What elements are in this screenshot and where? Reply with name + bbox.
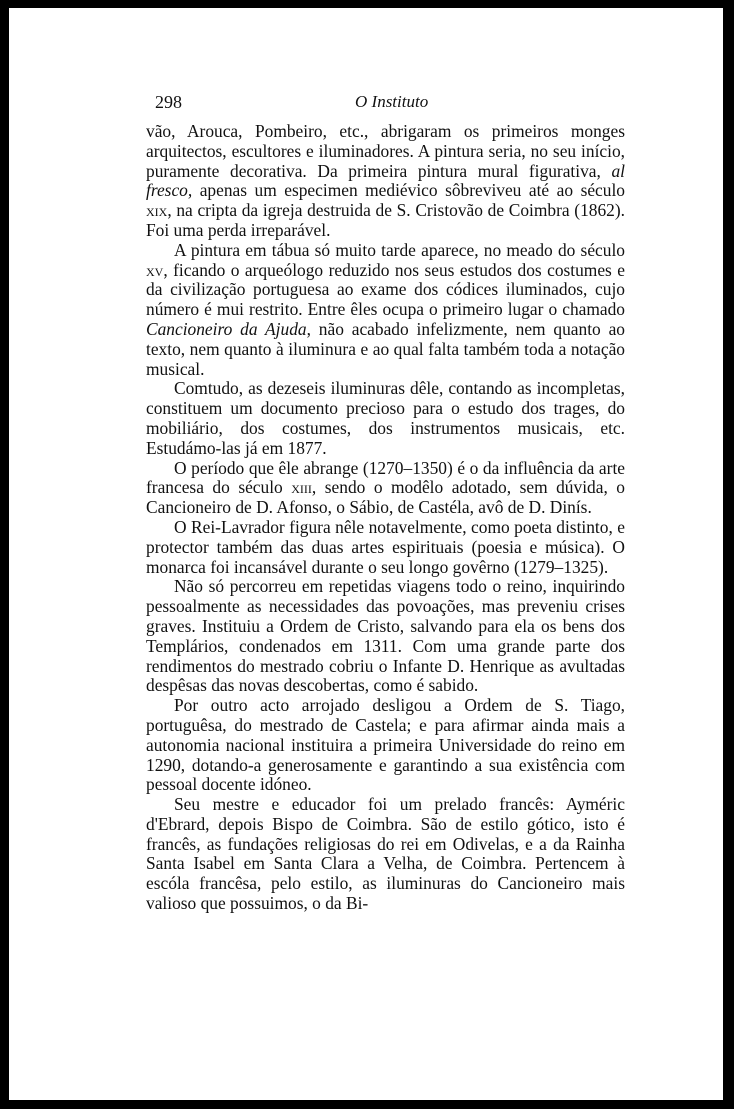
text-run: apenas um especimen mediévico sôbreviveu até ao século (192, 180, 625, 201)
smallcaps-text: xiii (291, 477, 312, 498)
text-run: , na cripta da igreja destruida de S. Cristovão de Coimbra (1862). Foi uma perda irreparável. (146, 200, 625, 240)
smallcaps-text: xv (146, 259, 164, 280)
smallcaps-text: xix (146, 200, 168, 221)
text-run: , sendo o modêlo adotado, sem dúvida, o Cancioneiro de D. Afonso, o Sábio, de Castéla, avô de D. Dinís. (146, 477, 625, 518)
paragraph (146, 577, 625, 696)
text-run: Seu mestre e educador foi um prelado francês: Ayméric d'Ebrard, depois Bispo de Coimbra. São de estilo gótico, isto é francês, as fundações religiosas do rei em Odivelas, e a da Rainha Santa Isabel em Santa Clara a Velha, de Coimbra. Pertencem à escóla francêsa, pelo estilo, as iluminuras do Cancioneiro mais valioso que possuimos, o da Bi- (146, 794, 625, 914)
paragraph (146, 795, 625, 914)
running-title: O Instituto (355, 92, 429, 111)
text-run: , ficando o arqueólogo reduzido nos seus estudos dos costumes e da civilização portuguesa ao exame dos códices iluminados, cujo número é mui restrito. Entre êles ocupa o primeiro lugar o chamado (146, 259, 625, 320)
text-run: vão, Arouca, Pombeiro, etc., abrigaram os primeiros monges arquitectos, escultores e iluminadores. A pintura seria, no seu início, puramente decorativa. Da primeira pintura mural figurativa, (146, 121, 625, 181)
text-run: Por outro acto arrojado desligou a Ordem de S. Tiago, portuguêsa, do mestrado de Castela; e para afirmar ainda mais a autonomia nacional instituira a primeira Universidade do reino em 1290, dotando-a generosamente e garantindo a sua existência com pessoal docente idóneo. (146, 695, 625, 795)
italic-text: Cancioneiro da Ajuda (146, 318, 307, 339)
text-run: O Rei-Lavrador figura nêle notavelmente, como poeta distinto, e protector também das duas artes espirituais (poesia e música). O monarca foi incansável durante o seu longo govêrno (1279–1325). (146, 516, 625, 577)
text-run: O período que êle abrange (1270–1350) é o da influência da arte francesa do século (146, 457, 625, 498)
text-run: , não acabado infelizmente, nem quanto ao texto, nem quanto à iluminura e ao qual falta também toda a notação musical. (146, 318, 625, 379)
body-text (146, 122, 625, 914)
text-run: A pintura em tábua só muito tarde aparece, no meado do século (174, 239, 625, 260)
text-run: Comtudo, as dezeseis iluminuras dêle, contando as incompletas, constituem um documento precioso para o estudo dos trages, do mobiliário, dos costumes, dos instrumentos musicais, etc. Estudámo-las já em 1877. (146, 378, 625, 458)
italic-text: al fresco, (146, 160, 625, 201)
paragraph (146, 696, 625, 795)
paragraph (146, 122, 625, 241)
page-number: 298 (155, 92, 182, 112)
paragraph (146, 379, 625, 458)
paragraph (146, 241, 625, 380)
paragraph (146, 459, 625, 518)
text-run: Não só percorreu em repetidas viagens todo o reino, inquirindo pessoalmente as necessidades das povoações, mas preveniu crises graves. Instituiu a Ordem de Cristo, salvando para ela os bens dos Templários, condenados em 1311. Com uma grande parte dos rendimentos do mestrado cobriu o Infante D. Henrique as avultadas despêsas das novas descobertas, como é sabido. (146, 576, 625, 696)
page-header (155, 92, 635, 118)
paragraph (146, 518, 625, 577)
